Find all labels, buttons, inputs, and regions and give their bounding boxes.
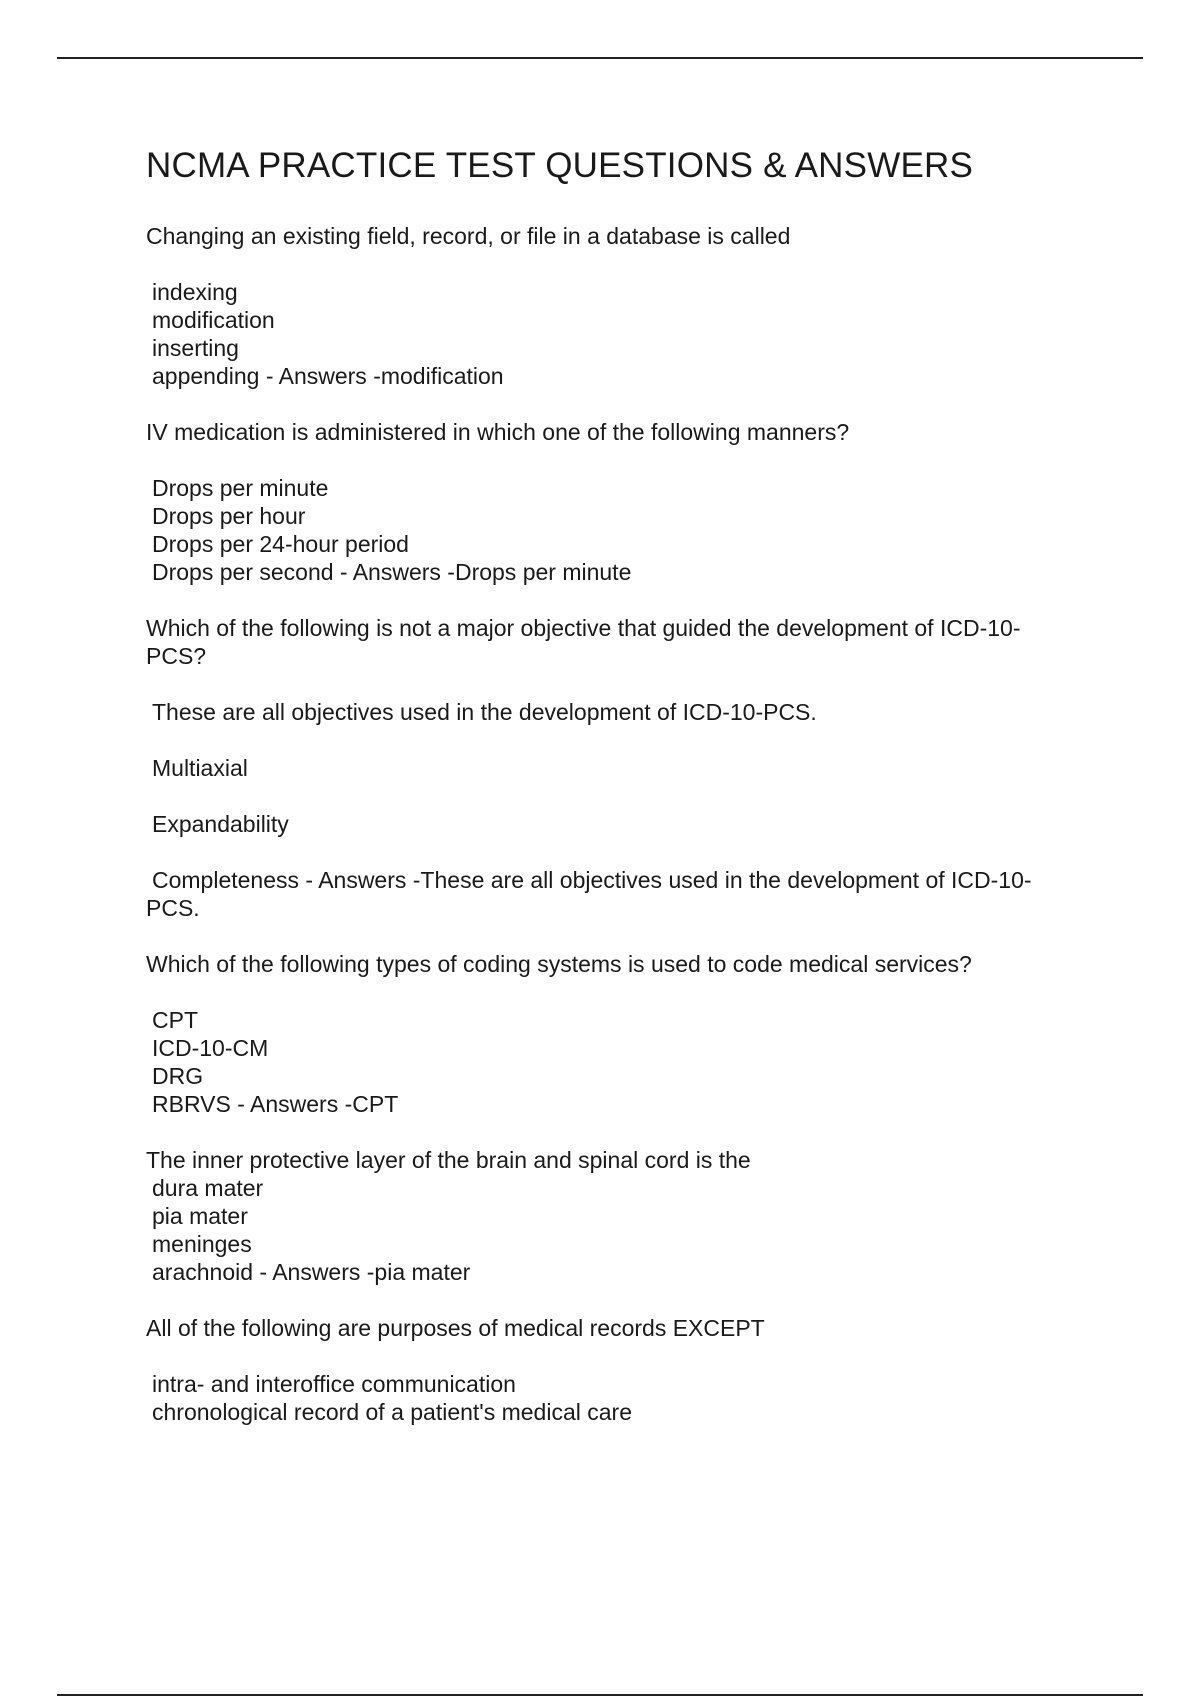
page-title: NCMA PRACTICE TEST QUESTIONS & ANSWERS bbox=[146, 146, 974, 185]
option: CPT bbox=[152, 1007, 198, 1033]
question-3-option bbox=[146, 698, 1076, 726]
question-6-options bbox=[146, 1370, 1076, 1426]
option: indexing bbox=[152, 279, 238, 305]
question-text: PCS? bbox=[146, 643, 207, 669]
option: chronological record of a patient's medical care bbox=[152, 1399, 632, 1425]
option: Drops per 24-hour period bbox=[152, 531, 409, 557]
bottom-rule bbox=[57, 1694, 1143, 1696]
option: Drops per minute bbox=[152, 475, 329, 501]
question-1 bbox=[146, 222, 1076, 250]
document-body bbox=[146, 140, 1076, 1426]
option-with-answer: PCS. bbox=[146, 895, 200, 921]
option: Multiaxial bbox=[152, 755, 248, 781]
question-2-options bbox=[146, 474, 1076, 586]
question-4-options bbox=[146, 1006, 1076, 1118]
question-3-option bbox=[146, 754, 1076, 782]
option: Expandability bbox=[152, 811, 289, 837]
question-3 bbox=[146, 614, 1076, 670]
question-3-answer bbox=[146, 866, 1076, 922]
question-text: IV medication is administered in which one of the following manners? bbox=[146, 419, 850, 445]
question-1-options bbox=[146, 278, 1076, 390]
question-text: Which of the following is not a major objective that guided the development of ICD-10- bbox=[146, 615, 1021, 641]
question-text: All of the following are purposes of medical records EXCEPT bbox=[146, 1315, 765, 1341]
option-with-answer: Completeness - Answers -These are all objectives used in the development of ICD-10- bbox=[152, 867, 1032, 893]
option-with-answer: Drops per second - Answers -Drops per minute bbox=[152, 559, 632, 585]
option-with-answer: RBRVS - Answers -CPT bbox=[152, 1091, 399, 1117]
question-5 bbox=[146, 1146, 1076, 1286]
option: inserting bbox=[152, 335, 239, 361]
option-with-answer: arachnoid - Answers -pia mater bbox=[152, 1259, 471, 1285]
option: dura mater bbox=[152, 1175, 264, 1201]
question-2 bbox=[146, 418, 1076, 446]
option: modification bbox=[152, 307, 275, 333]
option: DRG bbox=[152, 1063, 204, 1089]
question-text: Changing an existing field, record, or file in a database is called bbox=[146, 223, 791, 249]
question-text: Which of the following types of coding systems is used to code medical services? bbox=[146, 951, 972, 977]
question-3-option bbox=[146, 810, 1076, 838]
option: These are all objectives used in the development of ICD-10-PCS. bbox=[152, 699, 817, 725]
option-with-answer: appending - Answers -modification bbox=[152, 363, 504, 389]
top-rule bbox=[57, 57, 1143, 59]
option: ICD-10-CM bbox=[152, 1035, 269, 1061]
question-text: The inner protective layer of the brain and spinal cord is the bbox=[146, 1147, 751, 1173]
option: intra- and interoffice communication bbox=[152, 1371, 516, 1397]
option: pia mater bbox=[152, 1203, 248, 1229]
question-6 bbox=[146, 1314, 1076, 1342]
option: meninges bbox=[152, 1231, 252, 1257]
option: Drops per hour bbox=[152, 503, 306, 529]
question-4 bbox=[146, 950, 1076, 978]
